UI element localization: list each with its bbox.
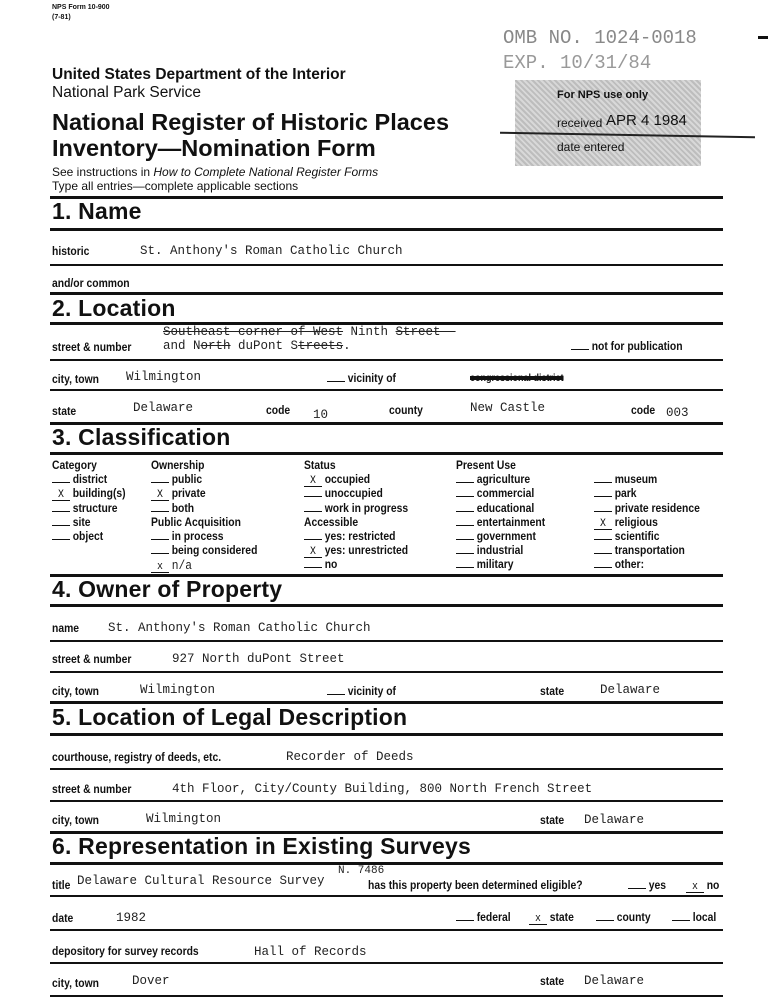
checkbox-mark <box>596 920 614 921</box>
owner-street-field[interactable]: 927 North duPont Street <box>172 652 345 666</box>
option-label: agriculture <box>476 474 531 487</box>
option-label: park <box>614 488 637 501</box>
status-group <box>304 460 408 574</box>
struck-text: treets <box>298 339 344 353</box>
checkbox-mark <box>456 496 474 497</box>
legal-state-field[interactable]: Delaware <box>584 813 645 827</box>
checkbox-mark <box>151 553 169 554</box>
legal-street-field[interactable]: 4th Floor, City/County Building, 800 North French Street <box>172 782 593 796</box>
ownership-private[interactable] <box>151 488 257 502</box>
divider <box>50 359 723 361</box>
use-entertainment[interactable] <box>456 517 545 531</box>
form-subtitle: Inventory—Nomination Form <box>52 135 376 161</box>
city-field[interactable]: Wilmington <box>126 370 202 384</box>
code-label: code <box>266 405 291 417</box>
instructions-text: See instructions in <box>52 165 154 179</box>
checkbox-mark <box>628 888 646 889</box>
option-label: n/a <box>171 559 192 574</box>
congressional-district-label: congressional district <box>470 373 564 384</box>
option-label: local <box>692 912 717 924</box>
checkbox-mark <box>151 539 169 540</box>
category-group <box>52 460 126 545</box>
courthouse-label: courthouse, registry of deeds, etc. <box>52 752 222 764</box>
checkbox-mark <box>304 539 322 540</box>
checkbox-mark <box>456 525 474 526</box>
option-label: government <box>476 530 536 543</box>
street-label: street & number <box>52 342 132 354</box>
use-museum[interactable] <box>594 474 700 488</box>
category-district[interactable] <box>52 474 126 488</box>
checkbox-mark <box>52 525 70 526</box>
state-label: state <box>52 406 77 418</box>
option-label: both <box>171 502 195 515</box>
use-military[interactable] <box>456 559 545 573</box>
option-label: commercial <box>476 488 535 501</box>
divider <box>50 733 723 736</box>
expiration-date: EXP. 10/31/84 <box>503 52 652 74</box>
option-label: transportation <box>614 545 685 558</box>
checkbox-mark <box>594 567 612 568</box>
instructions <box>52 165 378 179</box>
option-label: museum <box>614 474 658 487</box>
acquisition-na[interactable] <box>151 559 257 573</box>
owner-name-field[interactable]: St. Anthony's Roman Catholic Church <box>108 621 371 635</box>
option-label: no <box>324 559 338 572</box>
owner-state-field[interactable]: Delaware <box>600 683 661 697</box>
accessible-unrestricted[interactable] <box>304 545 408 559</box>
omb-number: OMB NO. 1024-0018 <box>503 27 697 49</box>
street-text: and <box>163 339 194 353</box>
divider <box>50 228 723 231</box>
status-work-in-progress[interactable] <box>304 503 408 517</box>
public-acquisition-title: Public Acquisition <box>151 516 241 529</box>
option-label: private <box>171 488 206 501</box>
present-use-title: Present Use <box>456 460 516 472</box>
checkbox-mark <box>594 496 612 497</box>
use-government[interactable] <box>456 531 545 545</box>
ownership-group <box>151 460 257 574</box>
option-label: yes: restricted <box>324 530 396 543</box>
legal-state-label: state <box>540 815 565 827</box>
legal-street-label: street & number <box>52 784 132 796</box>
section-legal-heading: 5. Location of Legal Description <box>52 704 408 730</box>
checkbox-mark: X <box>52 490 70 501</box>
checkbox-mark <box>52 482 70 483</box>
option-label: occupied <box>324 474 371 487</box>
divider <box>50 264 723 266</box>
county-field[interactable]: New Castle <box>470 401 546 415</box>
acquisition-in-process[interactable] <box>151 531 257 545</box>
vicinity-label: vicinity of <box>347 686 397 698</box>
depository-label: depository for survey records <box>52 946 199 958</box>
checkbox-mark <box>151 511 169 512</box>
struck-text: Street - <box>395 325 456 339</box>
option-label: unoccupied <box>324 488 383 501</box>
divider <box>50 895 723 897</box>
category-buildings[interactable] <box>52 488 126 502</box>
blank <box>327 381 345 382</box>
checkbox-mark <box>456 539 474 540</box>
common-name-label: and/or common <box>52 278 130 290</box>
section-surveys-heading: 6. Representation in Existing Surveys <box>52 833 471 859</box>
checkbox-mark: X <box>594 519 612 530</box>
use-transportation[interactable] <box>594 545 700 559</box>
option-label: county <box>616 912 651 924</box>
option-label: other: <box>614 559 645 572</box>
street-text: N <box>193 339 201 353</box>
state-field[interactable]: Delaware <box>133 401 194 415</box>
blank <box>571 349 589 350</box>
survey-state-label: state <box>540 976 565 988</box>
divider <box>50 452 723 455</box>
option-label: federal <box>476 912 511 924</box>
checkbox-mark <box>52 539 70 540</box>
section-owner-heading: 4. Owner of Property <box>52 576 283 602</box>
checkbox-mark <box>304 567 322 568</box>
street-line1[interactable] <box>163 325 456 339</box>
survey-date-label: date <box>52 913 74 925</box>
received-value: APR 4 1984 <box>606 112 687 129</box>
option-label: religious <box>614 516 658 529</box>
option-label: being considered <box>171 545 258 558</box>
not-for-publication-checkbox[interactable] <box>571 341 683 353</box>
option-label: work in progress <box>324 502 409 515</box>
use-educational[interactable] <box>456 503 545 517</box>
divider <box>50 962 723 964</box>
checkbox-mark: x <box>529 914 547 925</box>
received-label: received <box>557 116 603 130</box>
divider <box>50 800 723 802</box>
street-text: duPont S <box>230 339 299 353</box>
use-industrial[interactable] <box>456 545 545 559</box>
street-line2[interactable] <box>163 339 351 353</box>
section-classification-heading: 3. Classification <box>52 424 231 450</box>
option-label: public <box>171 474 203 487</box>
date-entered-label: date entered <box>557 140 625 154</box>
owner-state-label: state <box>540 686 565 698</box>
option-label: private residence <box>614 502 700 515</box>
instructions-title: How to Complete National Register Forms <box>153 165 379 179</box>
eligible-question: has this property been determined eligible? <box>368 880 583 892</box>
checkbox-mark <box>594 511 612 512</box>
checkbox-mark: x <box>151 562 169 573</box>
accessible-title: Accessible <box>304 516 359 529</box>
use-other[interactable] <box>594 559 700 573</box>
checkbox-mark <box>456 567 474 568</box>
vicinity-label: vicinity of <box>347 373 397 385</box>
checkbox-mark: X <box>304 547 322 558</box>
eligible-yes-checkbox[interactable] <box>628 880 666 892</box>
option-label: entertainment <box>476 516 546 529</box>
checkbox-mark <box>456 553 474 554</box>
checkbox-mark: X <box>304 476 322 487</box>
county-label: county <box>389 405 423 417</box>
use-scientific[interactable] <box>594 531 700 545</box>
street-text: Ninth <box>343 325 396 339</box>
state-code-field[interactable]: 10 <box>313 408 329 422</box>
category-structure[interactable] <box>52 503 126 517</box>
legal-city-field[interactable]: Wilmington <box>146 812 222 826</box>
category-site[interactable] <box>52 517 126 531</box>
checkbox-mark <box>594 539 612 540</box>
county-code-label: code <box>631 405 656 417</box>
owner-city-label: city, town <box>52 686 99 698</box>
instructions-line2: Type all entries—complete applicable sections <box>52 179 299 193</box>
use-agriculture[interactable] <box>456 474 545 488</box>
checkbox-mark <box>304 496 322 497</box>
option-label: scientific <box>614 530 660 543</box>
present-use-group-2 <box>594 460 700 574</box>
struck-text: orth <box>200 339 231 353</box>
survey-local-checkbox[interactable] <box>672 912 716 924</box>
vicinity-checkbox[interactable] <box>327 373 396 385</box>
city-label: city, town <box>52 374 99 386</box>
owner-vicinity-checkbox[interactable] <box>327 686 396 698</box>
ownership-public[interactable] <box>151 474 257 488</box>
checkbox-mark <box>52 511 70 512</box>
option-label: structure <box>72 502 118 515</box>
survey-number: N. 7486 <box>338 865 385 877</box>
owner-name-label: name <box>52 623 80 635</box>
owner-city-field[interactable]: Wilmington <box>140 683 216 697</box>
eligible-no-checkbox[interactable] <box>686 880 719 893</box>
use-commercial[interactable] <box>456 488 545 502</box>
option-label: in process <box>171 530 224 543</box>
blank <box>327 694 345 695</box>
use-park[interactable] <box>594 488 700 502</box>
checkbox-mark <box>456 920 474 921</box>
ownership-title: Ownership <box>151 460 205 472</box>
survey-title-field[interactable]: Delaware Cultural Resource Survey <box>77 874 325 888</box>
county-code-field[interactable]: 003 <box>666 406 689 420</box>
survey-county-checkbox[interactable] <box>596 912 651 924</box>
option-label: object <box>72 530 104 543</box>
category-object[interactable] <box>52 531 126 545</box>
section-location-heading: 2. Location <box>52 295 176 321</box>
checkbox-mark <box>672 920 690 921</box>
checkbox-mark <box>456 511 474 512</box>
historic-label: historic <box>52 246 90 258</box>
option-label: site <box>72 516 91 529</box>
checkbox-mark: x <box>686 882 704 893</box>
checkbox-mark <box>594 482 612 483</box>
divider <box>50 862 723 865</box>
divider <box>50 768 723 770</box>
option-label: yes <box>648 880 666 892</box>
divider <box>50 929 723 931</box>
status-unoccupied[interactable] <box>304 488 408 502</box>
courthouse-field[interactable]: Recorder of Deeds <box>286 750 414 764</box>
divider <box>50 604 723 607</box>
option-label: military <box>476 559 514 572</box>
divider <box>50 196 723 199</box>
accessible-restricted[interactable] <box>304 531 408 545</box>
divider <box>50 995 723 997</box>
use-private-residence[interactable] <box>594 503 700 517</box>
form-date: (7-81) <box>52 14 71 21</box>
checkbox-mark <box>151 482 169 483</box>
street-text: . <box>343 339 351 353</box>
checkbox-mark <box>304 511 322 512</box>
legal-city-label: city, town <box>52 815 99 827</box>
depository-field[interactable]: Hall of Records <box>254 945 367 959</box>
struck-text: Southeast corner of West <box>163 325 344 339</box>
option-label: state <box>549 912 574 924</box>
option-label: building(s) <box>72 488 126 501</box>
option-label: district <box>72 474 108 487</box>
survey-city-field[interactable]: Dover <box>132 974 170 988</box>
survey-state-field[interactable]: Delaware <box>584 974 645 988</box>
divider <box>50 389 723 391</box>
divider <box>50 671 723 673</box>
checkbox-mark <box>594 553 612 554</box>
checkbox-mark: X <box>151 490 169 501</box>
use-religious[interactable] <box>594 517 700 531</box>
option-label: no <box>706 880 720 892</box>
department: United States Department of the Interior <box>52 66 346 83</box>
historic-name-field[interactable]: St. Anthony's Roman Catholic Church <box>140 244 403 258</box>
checkbox-mark <box>456 482 474 483</box>
category-title: Category <box>52 460 97 472</box>
divider <box>50 640 723 642</box>
agency: National Park Service <box>52 84 202 101</box>
option-label: industrial <box>476 545 524 558</box>
survey-federal-checkbox[interactable] <box>456 912 511 924</box>
option-label: educational <box>476 502 535 515</box>
survey-date-field[interactable]: 1982 <box>116 911 147 925</box>
margin-mark <box>758 36 768 39</box>
nps-use-title: For NPS use only <box>557 89 649 101</box>
survey-state-checkbox[interactable] <box>529 912 574 925</box>
present-use-group <box>456 460 545 574</box>
form-number: NPS Form 10-900 <box>52 4 110 11</box>
accessible-no[interactable] <box>304 559 408 573</box>
not-for-publication-label: not for publication <box>591 341 683 353</box>
owner-street-label: street & number <box>52 654 132 666</box>
status-occupied[interactable] <box>304 474 408 488</box>
survey-title-label: title <box>52 880 71 892</box>
survey-city-label: city, town <box>52 978 99 990</box>
acquisition-being-considered[interactable] <box>151 545 257 559</box>
status-title: Status <box>304 460 336 472</box>
form-title: National Register of Historic Places <box>52 109 450 135</box>
section-name-heading: 1. Name <box>52 198 142 224</box>
option-label: yes: unrestricted <box>324 545 409 558</box>
ownership-both[interactable] <box>151 503 257 517</box>
